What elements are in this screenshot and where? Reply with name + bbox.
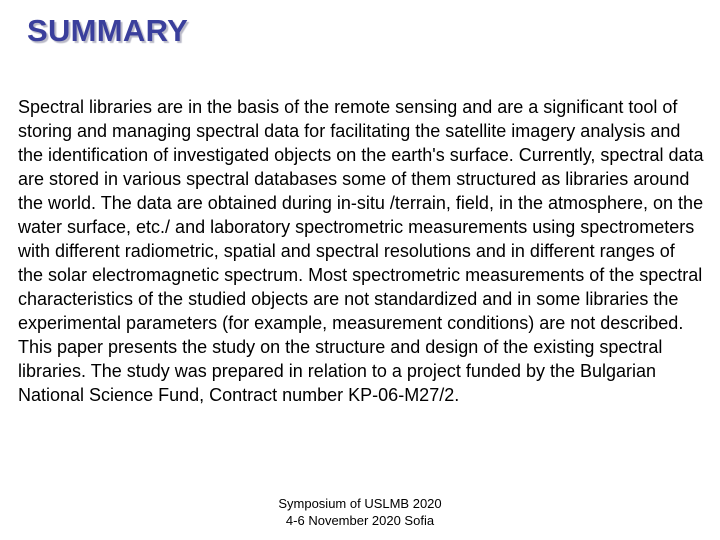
summary-paragraph: Spectral libraries are in the basis of the remote sensing and are a significant tool of storing and managing spectral data for facilitating the satellite imagery analysis and the identification of investigated objects on the earth's surface. Currently, spectral data are stored in various spectral databases some of them structured as libraries around the world. The data are obtained during in-situ /terrain, field, in the atmosphere, on the water surface, etc./ and laboratory spectrometric measurements using spectrometers with different radiometric, spatial and spectral resolutions and in different ranges of the solar electromagnetic spectrum. Most spectrometric measurements of the spectral characteristics of the studied objects are not standardized and in some libraries the experimental parameters (for example, measurement conditions) are not described. This paper presents the study on the structure and design of the existing spectral libraries. The study was prepared in relation to a project funded by the Bulgarian National Science Fund, Contract number KP-06-M27/2. [18, 97, 704, 405]
slide-footer [0, 495, 720, 529]
footer-event-date: 4-6 November 2020 Sofia [285, 513, 435, 528]
footer-event-name: Symposium of USLMB 2020 [278, 496, 442, 511]
slide-title: SUMMARY [27, 13, 189, 48]
